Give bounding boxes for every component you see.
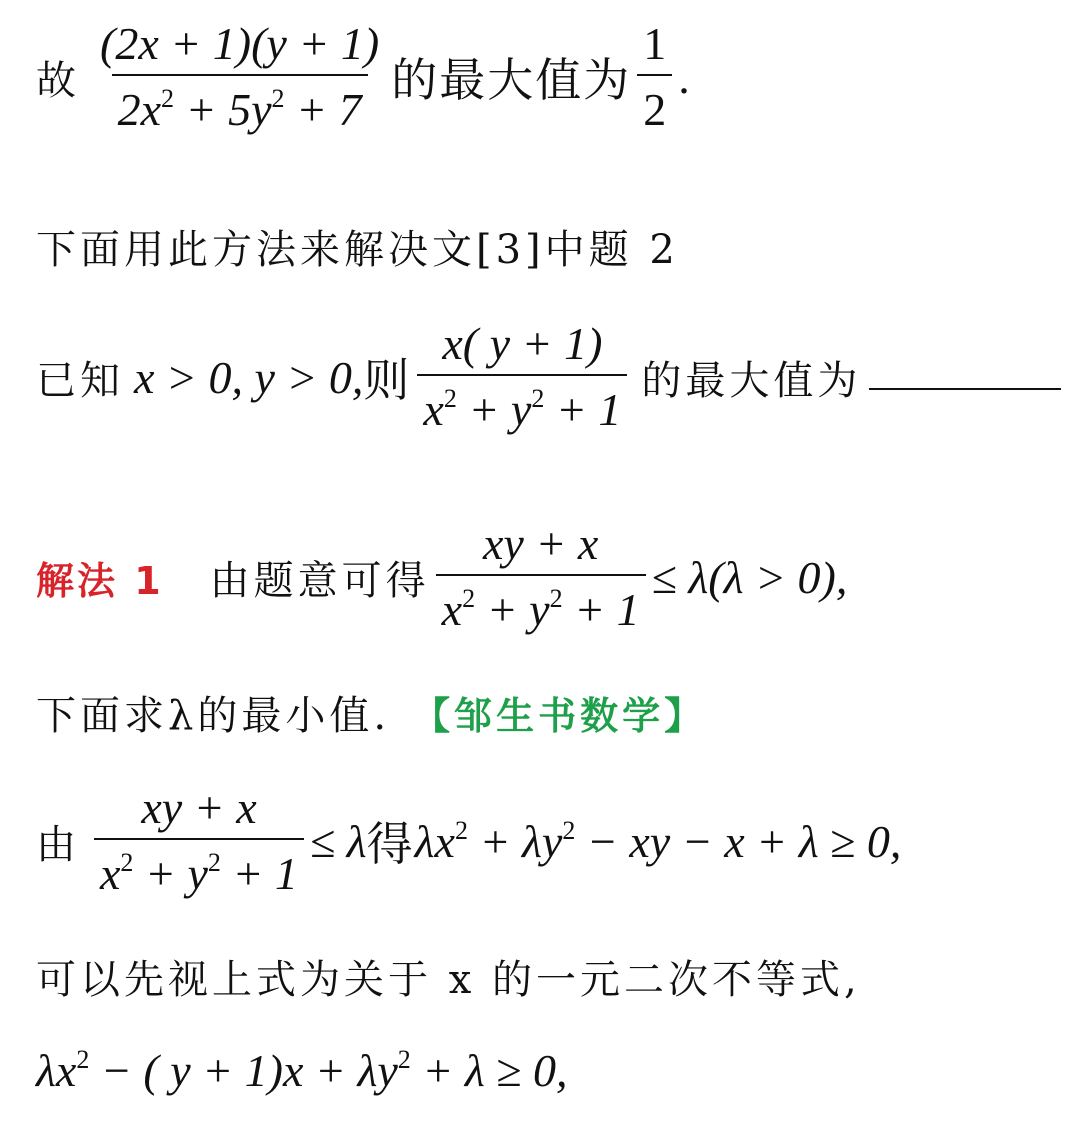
min-line [36,684,706,741]
derive-de: 得 [366,817,415,871]
inequality-expression: $\lambda x^2$ − ( $y + 1)x + \lambda y^2 + \lambda \ge 0$, [36,1045,568,1096]
derive-expression: $\lambda x^2 + \lambda y^2$ − xy − x + λ ≥ 0, [414,815,902,867]
method-label: 解法 1 [36,558,164,603]
min-text: 下面求λ的最小值. [36,693,391,739]
solution-tail: ≤ λ(λ > 0), [651,551,848,603]
derive-relation: ≤ λ [309,815,367,867]
fraction-half [637,18,672,136]
lead-text: 故 [36,57,80,104]
intro-text: 下面用此方法来解决文[3]中题 2 [36,227,679,273]
fraction [94,18,385,136]
fraction-denominator: $x^2 + y^2 + 1$ [94,838,304,900]
fraction-denominator: 2 [637,74,672,136]
conclusion-line [36,18,690,136]
watermark: 【邹生书数学】 [412,694,707,738]
problem-then: 则 [363,353,412,407]
problem-lead: 已知 [36,357,124,404]
answer-blank [869,388,1061,390]
fraction-numerator: 1 [643,18,667,69]
fraction-numerator: xy + x [482,518,599,569]
intro-line [36,218,679,275]
consider-line [36,948,861,1005]
fraction-denominator: $x^2 + y^2 + 1$ [436,574,646,636]
middle-text: 的最大值为 [391,53,632,107]
problem-line [36,318,1061,436]
derive-line [36,782,901,900]
inequality-line [36,1044,568,1097]
fraction [94,782,304,900]
derive-lead: 由 [36,821,80,868]
problem-tail: 的最大值为 [641,357,862,404]
consider-text: 可以先视上式为关于 x 的一元二次不等式, [36,957,861,1003]
fraction [417,318,627,436]
fraction-denominator: $x^2 + y^2 + 1$ [417,374,627,436]
solution-line [36,518,847,636]
fraction-denominator: $2x^2 + 5y^2 + 7$ [112,74,368,136]
fraction-numerator: xy + x [141,782,257,833]
period: . [678,51,690,103]
solution-lead: 由题意可得 [209,557,430,604]
fraction [436,518,646,636]
fraction-numerator: (2x + 1)(y + 1) [100,18,380,69]
problem-condition: x > 0, y > 0, [134,351,364,403]
fraction-numerator: x( y + 1) [442,318,603,369]
